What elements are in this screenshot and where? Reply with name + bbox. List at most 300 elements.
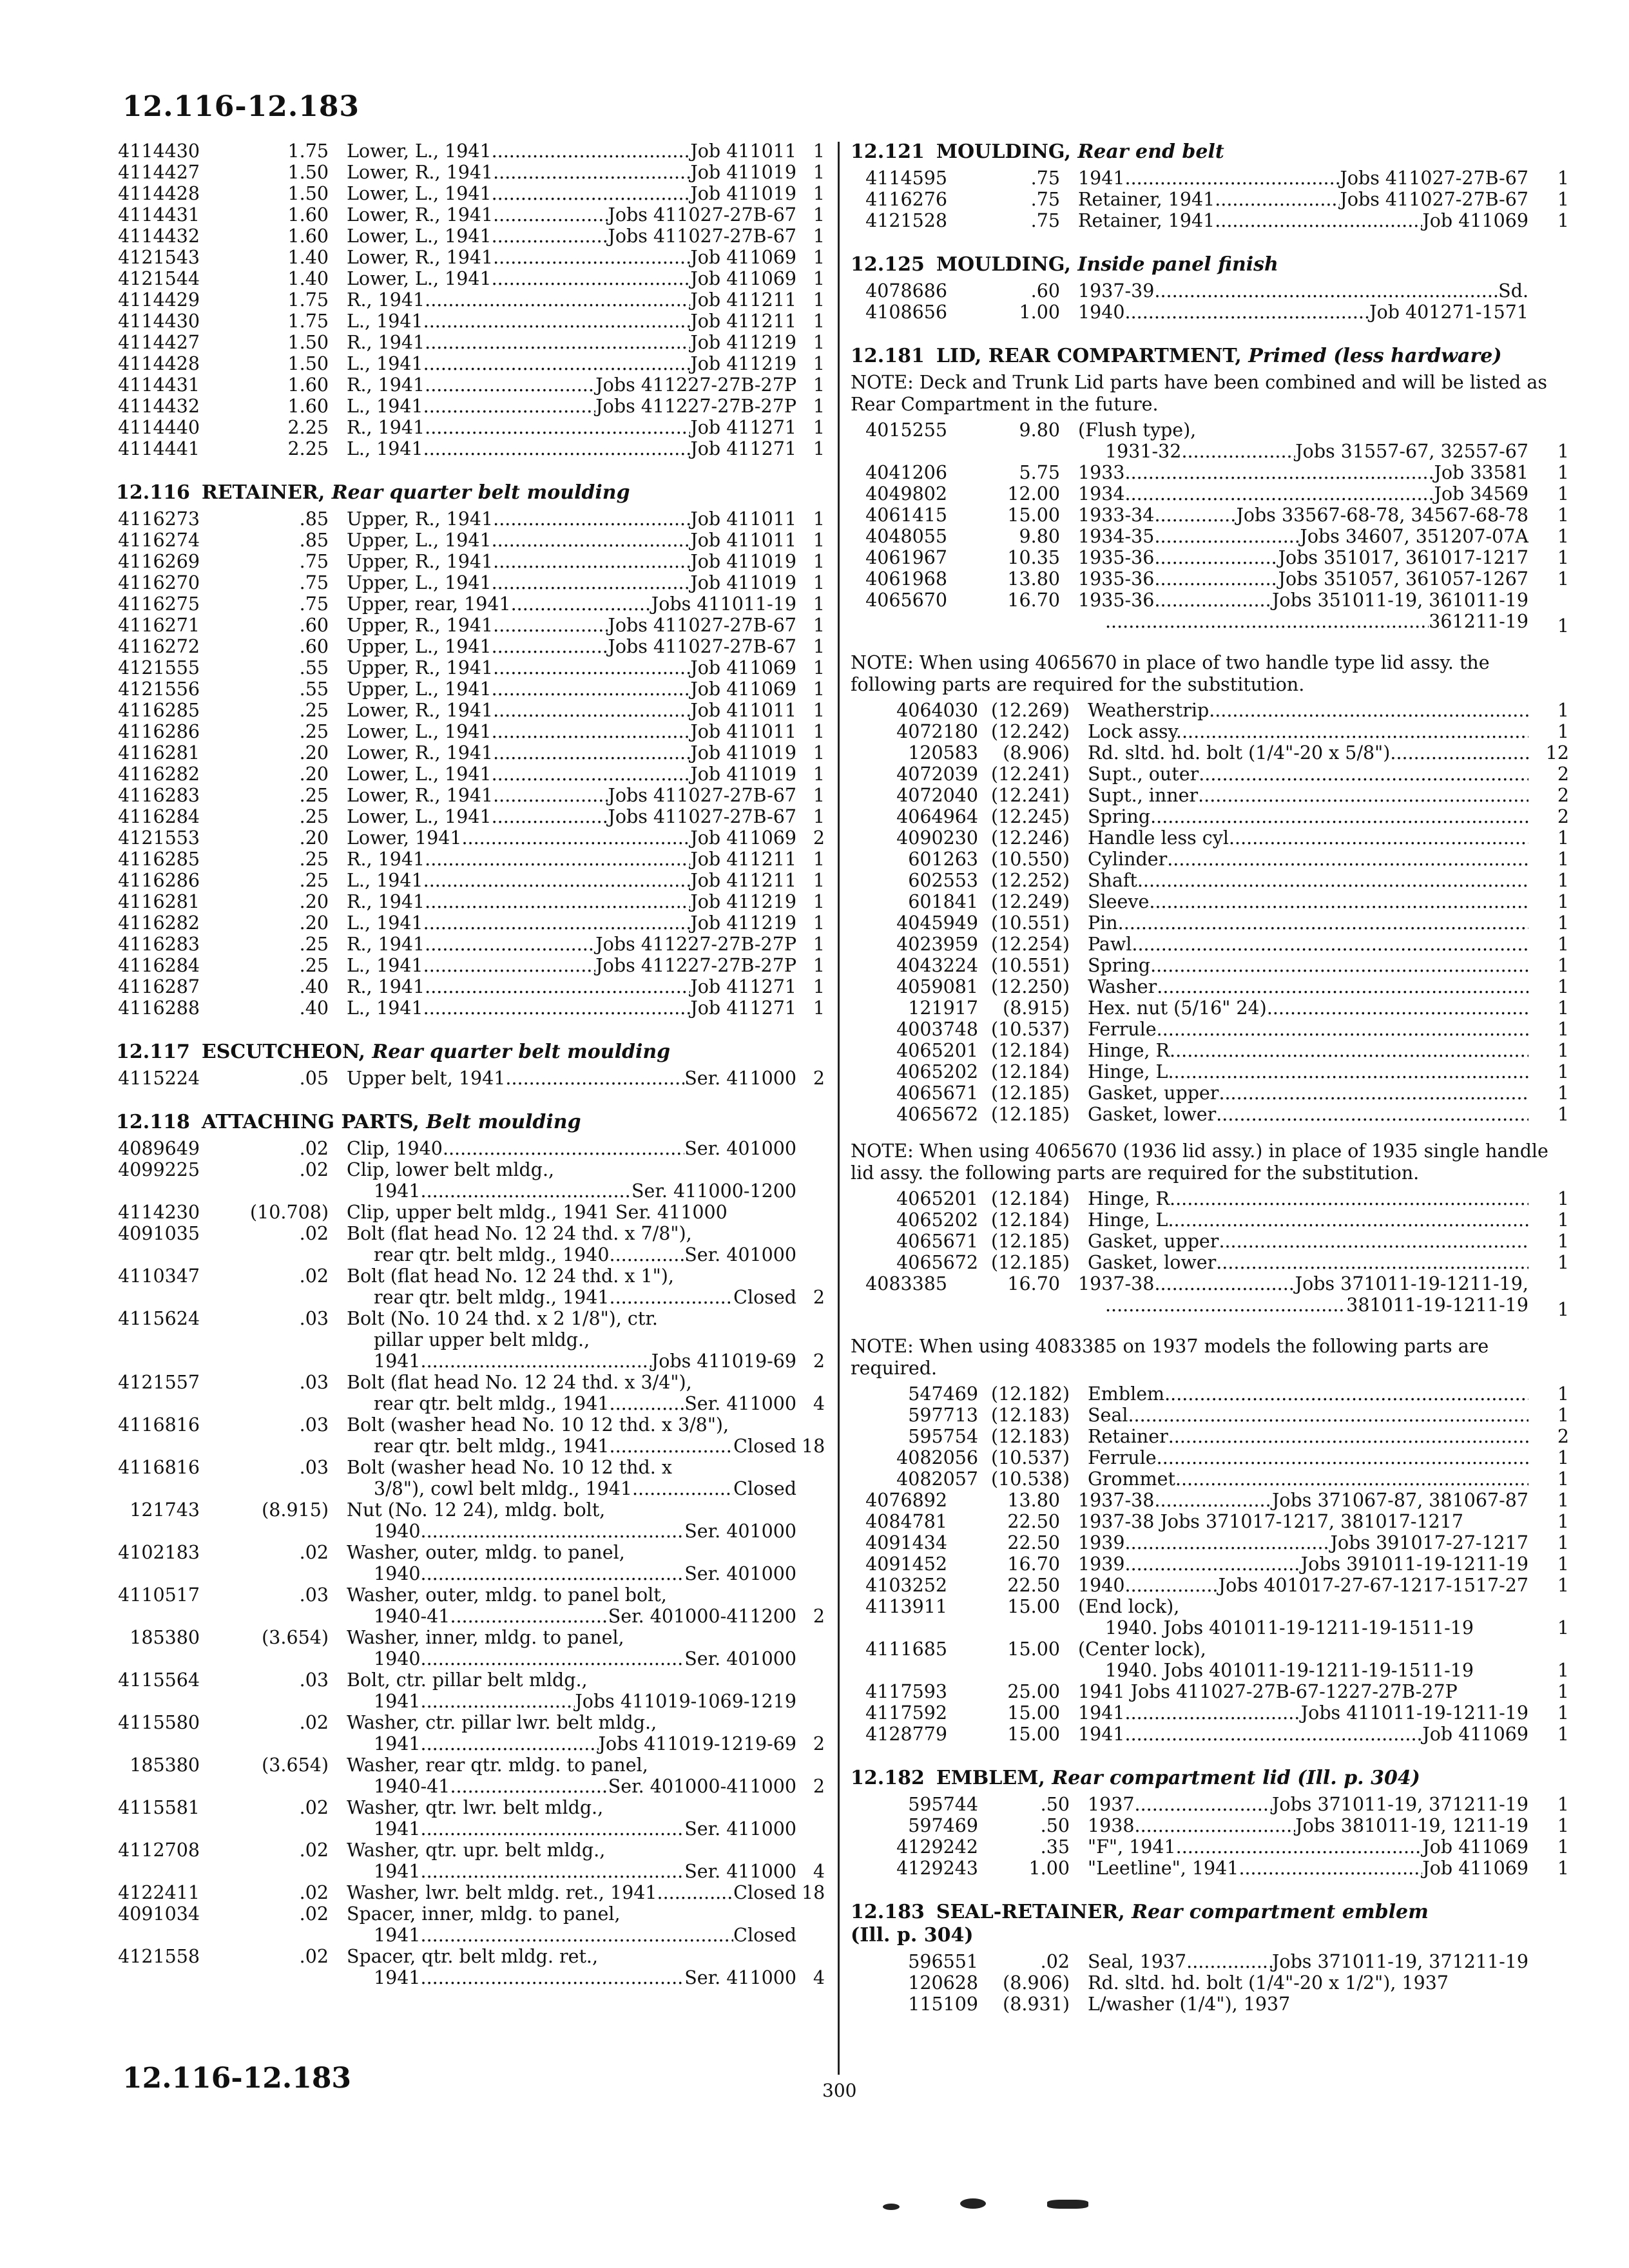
leader-dots [1150, 806, 1528, 827]
part-description [1060, 1681, 1534, 1702]
part-number: 4083385 [865, 1273, 947, 1294]
leader-dots [1125, 483, 1434, 505]
part-price: (12.184) [991, 1209, 1070, 1231]
description-text: R., 1941 [347, 934, 425, 955]
quantity: 1 [813, 615, 825, 636]
job-reference: Job 34569 [1434, 483, 1528, 505]
part-number: 4003748 [896, 1019, 978, 1040]
quantity: 1 [813, 955, 825, 976]
part-price: (12.252) [991, 870, 1070, 891]
part-number: 4116286 [118, 721, 200, 742]
quantity: 1 [813, 530, 825, 551]
leader-dots [1463, 1511, 1528, 1532]
part-number: 4114430 [118, 311, 200, 332]
quantity: 2 [813, 1776, 825, 1797]
description-text: Lower, L., 1941 [347, 140, 492, 162]
part-number: 4122411 [118, 1882, 200, 1903]
part-number: 4065671 [896, 1231, 978, 1252]
quantity: 1 [813, 806, 825, 827]
leader-dots [425, 976, 690, 997]
quantity: 1 [813, 374, 825, 396]
quantity: 1 [813, 204, 825, 226]
part-number: 597713 [908, 1405, 978, 1426]
description-text: Washer, ctr. pillar lwr. belt mldg., [347, 1712, 657, 1733]
job-reference [1528, 955, 1534, 976]
description-text: "Leetline", 1941 [1088, 1858, 1239, 1879]
leader-dots [1239, 1858, 1422, 1879]
part-description [329, 1882, 802, 1903]
quantity: 1 [1557, 547, 1569, 568]
part-number: 4114431 [118, 374, 200, 396]
job-reference: Jobs 351011-19, 361011-19 [1271, 590, 1528, 611]
quantity: 1 [813, 417, 825, 438]
part-description [329, 1691, 802, 1712]
part-row [851, 700, 1569, 721]
part-description [329, 615, 802, 636]
leader-dots [1219, 1082, 1528, 1104]
leader-dots [425, 374, 595, 396]
part-row-continuation [116, 1436, 825, 1457]
description-text: 1933-34 [1078, 505, 1155, 526]
description-text: 1937-38 Jobs 371017-1217, 381017-1217 [1078, 1511, 1464, 1532]
part-price: .02 [299, 1903, 329, 1925]
part-number: 121743 [130, 1499, 200, 1521]
part-price: 22.50 [1007, 1532, 1060, 1553]
part-row [851, 1972, 1569, 1994]
part-row [851, 1490, 1569, 1511]
job-reference: Job 411219 [690, 332, 796, 353]
part-description [1070, 955, 1534, 976]
job-reference: Closed [733, 1925, 796, 1946]
job-reference: Job 411011 [690, 700, 796, 721]
part-price: .50 [1040, 1815, 1070, 1836]
job-reference: Job 411211 [690, 870, 796, 891]
description-text: 1931-32 [1105, 441, 1182, 462]
part-price: .20 [299, 891, 329, 912]
part-number: 4015255 [865, 419, 947, 441]
quantity: 1 [1557, 721, 1569, 742]
description-text: 1941 [374, 1861, 421, 1882]
description-text: 1941 [374, 1733, 421, 1754]
part-row [116, 934, 825, 955]
part-price: (10.551) [991, 912, 1070, 934]
part-row [851, 1426, 1569, 1447]
job-reference [1528, 1468, 1534, 1490]
quantity: 1 [1557, 1209, 1569, 1231]
leader-dots [1175, 1040, 1528, 1061]
leader-dots [1219, 1231, 1528, 1252]
description-text: 1940-41 [374, 1606, 450, 1627]
part-price: 15.00 [1007, 1724, 1060, 1745]
leader-dots [1449, 1972, 1528, 1994]
part-description [329, 1967, 802, 1988]
part-row [851, 1231, 1569, 1252]
leader-dots [1216, 1252, 1528, 1273]
part-description [329, 417, 802, 438]
part-price: 1.40 [287, 247, 329, 268]
leader-dots [450, 1776, 608, 1797]
job-reference [1528, 1660, 1534, 1681]
description-text: Lower, R., 1941 [347, 742, 494, 764]
quantity: 1 [813, 678, 825, 700]
part-row [116, 332, 825, 353]
part-price: .03 [299, 1308, 329, 1329]
quantity: 1 [1557, 700, 1569, 721]
part-price: 1.60 [287, 396, 329, 417]
part-price: .25 [299, 870, 329, 891]
leader-dots [1137, 870, 1528, 891]
leader-dots [590, 1329, 796, 1350]
part-row [851, 419, 1569, 441]
job-reference [796, 1265, 802, 1287]
part-number: 602553 [908, 870, 978, 891]
part-number: 4113911 [865, 1596, 947, 1617]
part-row [116, 1265, 825, 1287]
job-reference [1528, 1405, 1534, 1426]
part-number: 4114429 [118, 289, 200, 311]
quantity: 1 [1557, 189, 1569, 210]
note-combined-parts: NOTE: Deck and Trunk Lid parts have been combined and will be listed as Rear Compartment in the future. [851, 372, 1547, 415]
part-price: 2.25 [287, 438, 329, 459]
description-text: 1941 [374, 1350, 421, 1372]
part-description [329, 955, 802, 976]
description-text: rear qtr. belt mldg., 1941 [374, 1436, 610, 1457]
quantity: 1 [813, 140, 825, 162]
part-number: 4065202 [896, 1061, 978, 1082]
part-description [329, 1542, 802, 1563]
part-number: 4114595 [865, 168, 947, 189]
part-description [329, 1436, 802, 1457]
leader-dots [493, 785, 608, 806]
left-top-list [116, 140, 825, 459]
description-text: R., 1941 [347, 417, 425, 438]
part-row [116, 721, 825, 742]
part-price: 1.75 [287, 311, 329, 332]
part-number: 601841 [908, 891, 978, 912]
part-description [329, 1068, 802, 1089]
job-reference: Closed [733, 1882, 796, 1903]
job-reference [1528, 1972, 1534, 1994]
part-row [116, 1712, 825, 1733]
leader-dots [605, 1840, 796, 1861]
part-number: 120583 [908, 742, 978, 764]
quantity: 1 [1557, 1575, 1569, 1596]
part-description [1070, 912, 1534, 934]
part-row [116, 1797, 825, 1818]
quantity: 1 [1557, 568, 1569, 590]
description-text: Lower, R., 1941 [347, 162, 494, 183]
part-price: 16.70 [1007, 1273, 1060, 1294]
job-reference [796, 1797, 802, 1818]
part-description [329, 530, 802, 551]
part-price: .35 [1040, 1836, 1070, 1858]
part-description [1060, 210, 1534, 231]
leader-dots [1175, 1188, 1528, 1209]
leader-dots [1154, 526, 1300, 547]
leader-dots [1181, 441, 1295, 462]
quantity: 1 [1557, 1836, 1569, 1858]
part-row-continuation [116, 1244, 825, 1265]
part-price: .60 [1030, 280, 1060, 302]
part-price: (12.245) [991, 806, 1070, 827]
part-price: (12.241) [991, 785, 1070, 806]
part-row [116, 955, 825, 976]
part-description [1070, 870, 1534, 891]
part-number: 4115624 [118, 1308, 200, 1329]
leader-dots [621, 1903, 796, 1925]
leader-dots [692, 1223, 796, 1244]
description-text: Retainer [1088, 1426, 1168, 1447]
part-row [116, 1946, 825, 1967]
part-number: 4117592 [865, 1702, 947, 1724]
part-number: 4061968 [865, 568, 947, 590]
part-description [1070, 827, 1534, 849]
part-description [1060, 1702, 1534, 1724]
part-description [1060, 1639, 1534, 1660]
job-reference: Job 411019 [690, 572, 796, 593]
part-row [851, 1405, 1569, 1426]
leader-dots [1474, 1617, 1528, 1639]
job-reference [1528, 419, 1534, 441]
job-reference: Jobs 351057, 361057-1267 [1278, 568, 1528, 590]
part-row [116, 1903, 825, 1925]
job-reference [1528, 742, 1534, 764]
job-reference: Job 411211 [690, 849, 796, 870]
job-reference: Job 411019 [690, 742, 796, 764]
section-heading [116, 1111, 825, 1134]
quantity: 2 [1557, 785, 1569, 806]
part-number: 4129242 [896, 1836, 978, 1858]
job-reference [1528, 1061, 1534, 1082]
description-text: 1940 [374, 1521, 421, 1542]
description-text: 1941 Jobs 411027-27B-67-1227-27B-27P [1078, 1681, 1458, 1702]
column-divider [838, 142, 840, 2075]
description-text: L., 1941 [347, 997, 423, 1019]
part-price: (12.249) [991, 891, 1070, 912]
part-price: .40 [299, 976, 329, 997]
description-text: Washer, qtr. lwr. belt mldg., [347, 1797, 604, 1818]
job-reference: Ser. 401000 [684, 1244, 796, 1265]
job-reference: Jobs 411011-19 [651, 593, 796, 615]
job-reference [796, 1584, 802, 1606]
part-number: 4065671 [896, 1082, 978, 1104]
description-text: Retainer, 1941 [1078, 189, 1215, 210]
description-text: Lower, L., 1941 [347, 806, 492, 827]
part-row [116, 551, 825, 572]
job-reference [1528, 806, 1534, 827]
description-text: Lower, R., 1941 [347, 700, 494, 721]
part-price: (8.915) [1003, 997, 1070, 1019]
job-reference [796, 1712, 802, 1733]
description-text: Pawl [1088, 934, 1132, 955]
part-row [116, 374, 825, 396]
leader-dots [421, 1648, 685, 1669]
part-description [329, 1393, 802, 1414]
job-reference: Jobs 411027-27B-67 [608, 226, 796, 247]
part-description [329, 1414, 802, 1436]
part-description [329, 508, 802, 530]
leader-dots [421, 1925, 734, 1946]
part-description [1070, 806, 1534, 827]
part-description [1070, 785, 1534, 806]
leader-dots [1132, 934, 1528, 955]
leader-dots [1182, 721, 1528, 742]
quantity: 1 [1557, 1794, 1569, 1815]
part-price: 22.50 [1007, 1511, 1060, 1532]
leader-dots [421, 1733, 599, 1754]
leader-dots [1150, 955, 1528, 976]
leader-dots [1105, 611, 1429, 632]
job-reference: Jobs 34607, 351207-07A [1300, 526, 1528, 547]
job-reference: Job 411271 [690, 997, 796, 1019]
part-number: 4116283 [118, 785, 200, 806]
quantity: 1 [1557, 1299, 1569, 1320]
part-description [1070, 1794, 1534, 1815]
job-reference: Ser. 401000 [684, 1138, 796, 1159]
part-description [1060, 483, 1534, 505]
part-number: 4114432 [118, 396, 200, 417]
job-reference: Job 33581 [1434, 462, 1528, 483]
job-reference [1528, 721, 1534, 742]
description-text: Grommet [1088, 1468, 1175, 1490]
description-text: Nut (No. 12 24), mldg. bolt, [347, 1499, 606, 1521]
description-text: Gasket, upper [1088, 1082, 1219, 1104]
section-12-121-list [851, 168, 1569, 231]
leader-dots [493, 615, 608, 636]
description-text: 1935-36 [1078, 547, 1155, 568]
leader-dots [425, 417, 690, 438]
part-description [329, 997, 802, 1019]
leader-dots [450, 1606, 608, 1627]
part-row [851, 1188, 1569, 1209]
part-number: 597469 [908, 1815, 978, 1836]
part-description [329, 374, 802, 396]
part-description [1060, 280, 1534, 302]
description-text: Upper, L., 1941 [347, 572, 492, 593]
section-heading [116, 481, 825, 505]
part-number: 4114430 [118, 140, 200, 162]
part-description [1060, 1294, 1534, 1316]
quantity: 4 [813, 1861, 825, 1882]
part-price: 1.75 [287, 289, 329, 311]
description-text: 1935-36 [1078, 568, 1155, 590]
part-description [1060, 1532, 1534, 1553]
part-price: 1.50 [287, 332, 329, 353]
part-row [851, 1019, 1569, 1040]
description-text: Clip, lower belt mldg., [347, 1159, 555, 1180]
part-price: (12.254) [991, 934, 1070, 955]
part-number: 4065672 [896, 1252, 978, 1273]
part-number: 4121557 [118, 1372, 200, 1393]
quantity: 1 [813, 636, 825, 657]
quantity: 1 [813, 396, 825, 417]
part-row [116, 615, 825, 636]
leader-dots [1209, 700, 1528, 721]
part-price: 1.00 [1028, 1858, 1070, 1879]
part-number: 4059081 [896, 976, 978, 997]
part-description [1070, 700, 1534, 721]
part-row [116, 1372, 825, 1393]
leader-dots [674, 1265, 796, 1287]
leader-dots [1125, 168, 1340, 189]
leader-dots [729, 1414, 796, 1436]
quantity: 1 [1557, 168, 1569, 189]
part-row [851, 1061, 1569, 1082]
part-description [329, 1180, 802, 1202]
job-reference: Ser. 401000-411000 [608, 1776, 796, 1797]
job-reference [1528, 785, 1534, 806]
quantity: 1 [1557, 1447, 1569, 1468]
quantity: 1 [813, 289, 825, 311]
quantity: 1 [1557, 483, 1569, 505]
job-reference [796, 1542, 802, 1563]
part-description [1060, 1490, 1534, 1511]
leader-dots [1125, 1702, 1301, 1724]
part-description [1070, 1104, 1534, 1125]
part-price: (12.184) [991, 1188, 1070, 1209]
description-text: 1941 [374, 1818, 421, 1840]
description-text: Washer, outer, mldg. to panel bolt, [347, 1584, 667, 1606]
job-reference [796, 1627, 802, 1648]
leader-dots [1118, 912, 1528, 934]
section-12-125-heading: 12.125 MOULDING, Inside panel finish [851, 253, 1278, 276]
part-row [116, 1202, 825, 1223]
quantity: 1 [813, 247, 825, 268]
part-price: .03 [299, 1584, 329, 1606]
part-number: 4110347 [118, 1265, 200, 1287]
part-price: .25 [299, 785, 329, 806]
job-reference: Jobs 411027-27B-67 [1340, 168, 1528, 189]
part-description [329, 162, 802, 183]
quantity: 2 [813, 1606, 825, 1627]
description-text: Upper belt, 1941 [347, 1068, 506, 1089]
part-number: 120628 [908, 1972, 978, 1994]
part-number: 4072040 [896, 785, 978, 806]
part-row [851, 168, 1569, 189]
part-row [116, 593, 825, 615]
leader-dots [492, 268, 691, 289]
part-row [116, 530, 825, 551]
part-row [851, 590, 1569, 611]
part-description [1060, 189, 1534, 210]
job-reference: Job 411069 [690, 247, 796, 268]
part-description [1070, 1858, 1534, 1879]
description-text: L., 1941 [347, 912, 423, 934]
part-price: 16.70 [1007, 1553, 1060, 1575]
page-footer: 12.116-12.183 [122, 2062, 352, 2095]
job-reference: Jobs 411027-27B-67 [608, 806, 796, 827]
part-price: .40 [299, 997, 329, 1019]
part-price: 9.80 [1019, 419, 1060, 441]
part-description [329, 1861, 802, 1882]
part-description [1070, 1082, 1534, 1104]
description-text: Gasket, lower [1088, 1104, 1217, 1125]
section-12-183-list [851, 1951, 1569, 2015]
leader-dots [1216, 1104, 1528, 1125]
quantity: 2 [813, 827, 825, 849]
quantity: 1 [813, 438, 825, 459]
part-row-continuation [116, 1967, 825, 1988]
part-price: 22.50 [1007, 1575, 1060, 1596]
leader-dots [511, 593, 651, 615]
leader-dots [1125, 302, 1370, 323]
part-price: 12.00 [1007, 483, 1060, 505]
part-number: 4116288 [118, 997, 200, 1019]
job-reference [796, 1372, 802, 1393]
part-description [1070, 721, 1534, 742]
section-title: RETAINER, [201, 481, 325, 504]
part-description [329, 1457, 802, 1478]
